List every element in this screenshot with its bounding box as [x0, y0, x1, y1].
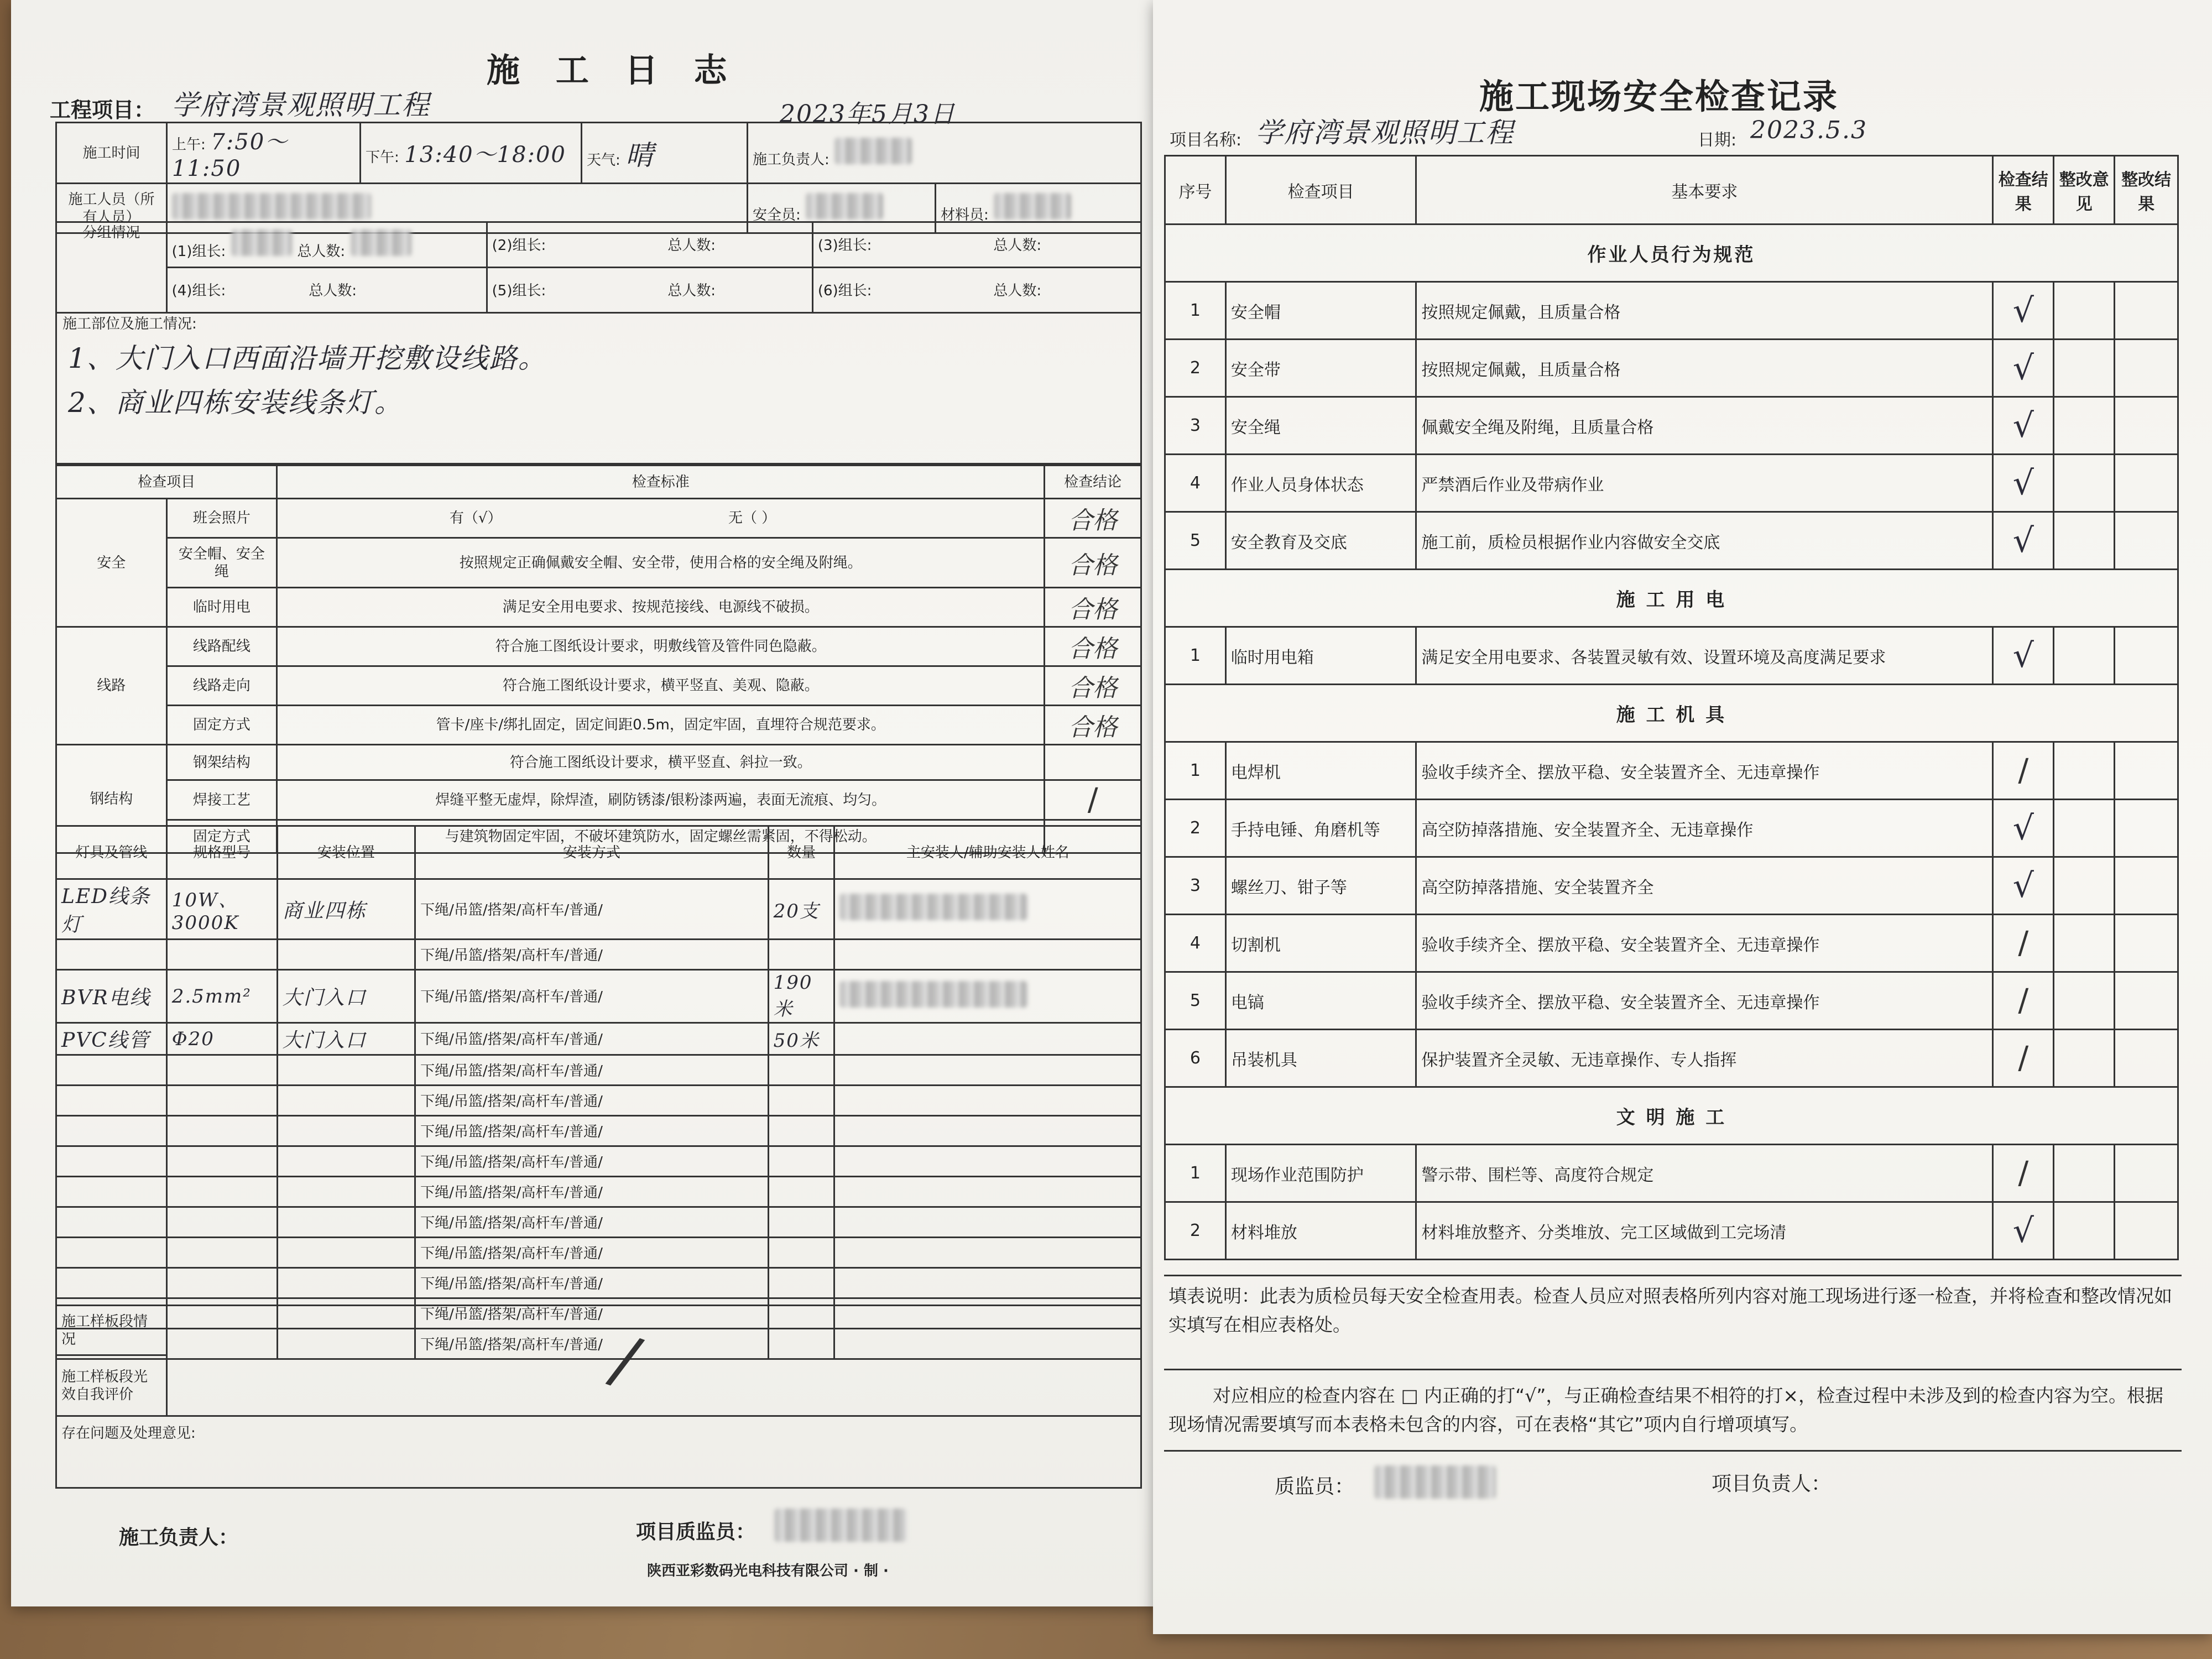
lamp-row: [56, 1268, 1141, 1298]
safety-row-opinion: [2054, 1202, 2115, 1260]
log-date: 2023年5月3日: [780, 100, 956, 128]
note-2: 对应相应的检查内容在 □ 内正确的打“√”，与正确检查结果不相符的打×，检查过程中未涉及到的检查内容为空。根据现场情况需要填写而本表格未包含的内容，可在表格“其它”项内自行增项填写。: [1168, 1385, 2164, 1435]
lamp-method: 下绳/吊篮/搭架/高杆车/普通/: [420, 1275, 603, 1292]
safety-section-title: 文 明 施 工: [1165, 1087, 2178, 1145]
lamp-installer: [834, 1177, 1141, 1207]
safety-row-fix: [2115, 340, 2178, 397]
lamp-installer: [834, 940, 1141, 970]
lamp-row: [56, 1116, 1141, 1146]
lamp-installer: [834, 1086, 1141, 1116]
safety-row-fix: [2115, 1202, 2178, 1260]
safety-date-label: 日期:: [1698, 131, 1737, 150]
group-leader-1: (1)组长:: [171, 243, 226, 260]
work-line-1: 1、大门入口西面沿墙开挖敷设线路。: [68, 342, 547, 374]
lamp-row: [56, 879, 1141, 940]
weather-label: 天气:: [587, 152, 620, 169]
safety-officer-redacted: [806, 193, 883, 220]
safety-row-fix: [2115, 512, 2178, 570]
lamp-qty: 190米: [773, 972, 813, 1020]
group-leader-3: (3)组长:: [817, 237, 872, 254]
sample-table: [55, 1305, 1142, 1489]
fill-instructions: [1164, 1275, 2182, 1345]
safety-row-item: 电镐: [1225, 972, 1416, 1030]
lamp-method: 下绳/吊篮/搭架/高杆车/普通/: [420, 901, 603, 919]
safety-row-no: 3: [1165, 857, 1226, 915]
safety-row-item: 临时用电箱: [1225, 627, 1416, 685]
safety-officer-label: 安全员:: [753, 206, 801, 223]
lamp-head-installer: 主安装人/辅助安装人姓名: [834, 826, 1141, 879]
group-total-4: 总人数:: [309, 283, 357, 299]
installer-redacted: [839, 981, 1027, 1008]
safety-row-mark: /: [1993, 1145, 2054, 1202]
safety-row-fix: [2115, 1030, 2178, 1087]
safety-section-row: [1165, 225, 2178, 282]
safety-row-opinion: [2054, 627, 2115, 685]
safety-row-opinion: [2054, 800, 2115, 857]
group-leader-2: (2)组长:: [492, 237, 546, 254]
material-officer-label: 材料员:: [941, 206, 989, 223]
standard-yes: 有（√）: [449, 510, 502, 526]
inspect-head-result: 检查结论: [1045, 466, 1141, 499]
pm-value: 13:40～18:00: [404, 142, 566, 168]
group-total-5: 总人数:: [667, 283, 716, 299]
leader-label: 施工负责人:: [753, 151, 830, 168]
inspect-standard: 与建筑物固定牢固，不破坏建筑防水，固定螺丝需紧固，不得松动。: [277, 820, 1045, 853]
safety-row-opinion: [2054, 455, 2115, 512]
safety-row-mark: √: [1993, 340, 2054, 397]
safety-project-label: 项目名称:: [1170, 131, 1242, 150]
safety-row: [1165, 742, 2178, 800]
lamp-method: 下绳/吊篮/搭架/高杆车/普通/: [420, 1245, 603, 1262]
lamp-row: [56, 1177, 1141, 1207]
safety-title: 施工现场安全检查记录: [1479, 76, 1839, 117]
issue-label: 存在问题及处理意见:: [56, 1416, 1141, 1488]
inspect-result: 合格: [1045, 588, 1141, 627]
sample-label: 施工样板段情况: [56, 1306, 167, 1355]
safety-row-req: 施工前，质检员根据作业内容做安全交底: [1416, 512, 1993, 570]
inspect-head-item: 检查项目: [56, 466, 277, 499]
safety-row-item: 切割机: [1225, 915, 1416, 972]
safety-row-item: 电焊机: [1225, 742, 1416, 800]
safety-row-fix: [2115, 455, 2178, 512]
safety-row: [1165, 397, 2178, 455]
inspection-table: [55, 465, 1142, 854]
safety-row-opinion: [2054, 397, 2115, 455]
lamp-installer: [834, 1116, 1141, 1146]
safety-row: [1165, 857, 2178, 915]
lamp-type: PVC线管: [61, 1029, 150, 1052]
safety-section-row: [1165, 685, 2178, 742]
safety-row-mark: /: [1993, 915, 2054, 972]
lamp-method: 下绳/吊篮/搭架/高杆车/普通/: [420, 1123, 603, 1140]
inspect-standard: 焊缝平整无虚焊，除焊渣，刷防锈漆/银粉漆两遍，表面无流痕、均匀。: [277, 780, 1045, 820]
inspect-result: [1045, 745, 1141, 780]
safety-row-item: 安全带: [1225, 340, 1416, 397]
safety-row-item: 安全绳: [1225, 397, 1416, 455]
lamp-qty: 50米: [773, 1030, 820, 1052]
group-total-3: 总人数:: [993, 237, 1042, 254]
lamp-spec: 10W、3000K: [171, 889, 239, 934]
safety-row-opinion: [2054, 915, 2115, 972]
note-1: 填表说明：此表为质检员每天安全检查用表。检查人员应对照表格所列内容对施工现场进行逐一检查，并将检查和整改情况如实填写在相应表格处。: [1168, 1285, 2172, 1335]
safety-row-mark: √: [1993, 282, 2054, 340]
inspect-standard: 符合施工图纸设计要求，明敷线管及管件同色隐蔽。: [277, 627, 1045, 666]
log-header-table: [55, 122, 1142, 234]
footer-leader-label: 施工负责人：: [119, 1526, 239, 1549]
safety-row: [1165, 627, 2178, 685]
lamp-row: [56, 1023, 1141, 1055]
lamp-row: [56, 970, 1141, 1023]
safety-check-sheet: [1153, 0, 2212, 1634]
sample-slash-mark: /: [601, 1321, 649, 1401]
safety-row-opinion: [2054, 972, 2115, 1030]
company-name: 陕西亚彩数码光电科技有限公司 · 制 ·: [647, 1563, 889, 1579]
lamp-method: 下绳/吊篮/搭架/高杆车/普通/: [420, 1184, 603, 1201]
safety-row-mark: √: [1993, 397, 2054, 455]
safety-check-table: [1164, 155, 2179, 1260]
safety-row: [1165, 282, 2178, 340]
inspect-result: /: [1045, 780, 1141, 820]
safety-row: [1165, 1202, 2178, 1260]
safety-row-no: 1: [1165, 282, 1226, 340]
safety-row-mark: /: [1993, 1030, 2054, 1087]
safety-head-no: 序号: [1165, 156, 1226, 225]
lamp-qty: 20支: [773, 900, 820, 922]
project-value: 学府湾景观照明工程: [171, 89, 430, 121]
lamp-method: 下绳/吊篮/搭架/高杆车/普通/: [420, 1062, 603, 1079]
safety-row-opinion: [2054, 1030, 2115, 1087]
safety-row-req: 验收手续齐全、摆放平稳、安全装置齐全、无违章操作: [1416, 742, 1993, 800]
safety-row-mark: √: [1993, 800, 2054, 857]
safety-row-item: 现场作业范围防护: [1225, 1145, 1416, 1202]
inspect-item: 固定方式: [166, 820, 277, 853]
lamp-head-method: 安装方式: [415, 826, 768, 879]
safety-row: [1165, 915, 2178, 972]
lamp-installer: [834, 1238, 1141, 1268]
safety-row-req: 严禁酒后作业及带病作业: [1416, 455, 1993, 512]
inspect-group-safety: 安全: [56, 499, 167, 627]
safety-row-no: 2: [1165, 800, 1226, 857]
lamp-method: 下绳/吊篮/搭架/高杆车/普通/: [420, 1214, 603, 1232]
safety-footer-qc-label: 质监员：: [1275, 1475, 1355, 1498]
safety-section-row: [1165, 1087, 2178, 1145]
safety-row-fix: [2115, 972, 2178, 1030]
safety-row: [1165, 972, 2178, 1030]
sample-eval-label: 施工样板段光效自我评价: [56, 1355, 167, 1416]
safety-row-no: 4: [1165, 915, 1226, 972]
inspect-result: 合格: [1045, 538, 1141, 588]
pm-label: 下午:: [366, 149, 399, 166]
safety-row-req: 高空防掉落措施、安全装置齐全: [1416, 857, 1993, 915]
group1-leader-redacted: [231, 229, 292, 256]
inspect-item: 钢架结构: [166, 745, 277, 780]
weather-value: 晴: [625, 139, 655, 171]
safety-row-no: 6: [1165, 1030, 1226, 1087]
time-label: 施工时间: [56, 123, 167, 184]
safety-row-opinion: [2054, 1145, 2115, 1202]
lamp-row: [56, 1055, 1141, 1086]
safety-row: [1165, 1145, 2178, 1202]
group-table: [55, 221, 1142, 314]
safety-row: [1165, 1030, 2178, 1087]
safety-row-req: 验收手续齐全、摆放平稳、安全装置齐全、无违章操作: [1416, 972, 1993, 1030]
safety-qc-signature-redacted: [1374, 1465, 1496, 1501]
log-title: 施 工 日 志: [487, 51, 739, 90]
project-label: 工程项目：: [50, 98, 155, 122]
group1-total-redacted: [351, 229, 411, 256]
inspect-result: 合格: [1045, 706, 1141, 745]
lamp-row: [56, 1207, 1141, 1238]
lamp-installer: [834, 1207, 1141, 1238]
lamp-method: 下绳/吊篮/搭架/高杆车/普通/: [420, 1093, 603, 1110]
safety-row-fix: [2115, 857, 2178, 915]
inspect-group-steel: 钢结构: [56, 745, 167, 853]
safety-row-no: 4: [1165, 455, 1226, 512]
safety-row-fix: [2115, 742, 2178, 800]
work-line-2: 2、商业四栋安装线条灯。: [68, 387, 403, 419]
lamp-method: 下绳/吊篮/搭架/高杆车/普通/: [420, 947, 603, 964]
safety-head-fix: 整改结果: [2115, 156, 2178, 225]
footer-qc-signature-redacted: [774, 1509, 907, 1544]
safety-row-item: 吊装机具: [1225, 1030, 1416, 1087]
safety-head-item: 检查项目: [1225, 156, 1416, 225]
safety-row: [1165, 800, 2178, 857]
inspect-standard: 符合施工图纸设计要求，横平竖直、斜拉一致。: [277, 745, 1045, 780]
construction-log-sheet: [11, 0, 1164, 1606]
safety-row-opinion: [2054, 742, 2115, 800]
safety-row-fix: [2115, 1145, 2178, 1202]
safety-row-opinion: [2054, 340, 2115, 397]
safety-row-req: 警示带、围栏等、高度符合规定: [1416, 1145, 1993, 1202]
safety-row-mark: /: [1993, 742, 2054, 800]
safety-footer-leader-label: 项目负责人：: [1712, 1473, 1832, 1495]
inspect-result: 合格: [1045, 627, 1141, 666]
lamp-installer: [834, 1023, 1141, 1055]
safety-row: [1165, 455, 2178, 512]
inspect-item: 线路走向: [166, 666, 277, 706]
lamp-method: 下绳/吊篮/搭架/高杆车/普通/: [420, 1031, 603, 1048]
safety-row-item: 手持电锤、角磨机等: [1225, 800, 1416, 857]
safety-row-req: 佩戴安全绳及附绳，且质量合格: [1416, 397, 1993, 455]
inspect-standard: 符合施工图纸设计要求，横平竖直、美观、隐蔽。: [277, 666, 1045, 706]
safety-row-mark: √: [1993, 627, 2054, 685]
group-total-2: 总人数:: [667, 237, 716, 254]
safety-row-req: 保护装置齐全灵敏、无违章操作、专人指挥: [1416, 1030, 1993, 1087]
safety-date-value: 2023.5.3: [1750, 116, 1867, 144]
lamp-type: LED线条灯: [61, 885, 151, 936]
inspect-item: 临时用电: [166, 588, 277, 627]
group-leader-6: (6)组长:: [817, 283, 872, 299]
safety-row-mark: √: [1993, 455, 2054, 512]
safety-row-opinion: [2054, 282, 2115, 340]
leader-name-redacted: [834, 138, 912, 164]
safety-row-item: 螺丝刀、钳子等: [1225, 857, 1416, 915]
safety-row-no: 2: [1165, 1202, 1226, 1260]
safety-row-item: 安全帽: [1225, 282, 1416, 340]
safety-row-mark: √: [1993, 512, 2054, 570]
lamp-head-spec: 规格型号: [166, 826, 277, 879]
safety-row-item: 作业人员身体状态: [1225, 455, 1416, 512]
inspect-item: 安全帽、安全绳: [166, 538, 277, 588]
lamp-row: [56, 940, 1141, 970]
staff-label: 施工人员（所有人员）: [56, 184, 167, 233]
safety-row-opinion: [2054, 857, 2115, 915]
lamp-method: 下绳/吊篮/搭架/高杆车/普通/: [420, 1306, 603, 1323]
safety-row-no: 3: [1165, 397, 1226, 455]
lamp-method: 下绳/吊篮/搭架/高杆车/普通/: [420, 1154, 603, 1171]
inspect-item: 班会照片: [166, 499, 277, 538]
lamp-row: [56, 1146, 1141, 1177]
safety-section-title: 施 工 机 具: [1165, 685, 2178, 742]
safety-row-no: 1: [1165, 627, 1226, 685]
group-total-6: 总人数:: [993, 283, 1042, 299]
safety-row-req: 验收手续齐全、摆放平稳、安全装置齐全、无违章操作: [1416, 915, 1993, 972]
lamp-position: 大门入口: [282, 987, 367, 1009]
safety-head-opinion: 整改意见: [2054, 156, 2115, 225]
standard-no: 无（ ）: [728, 510, 776, 526]
safety-row-no: 5: [1165, 512, 1226, 570]
safety-project-value: 学府湾景观照明工程: [1255, 117, 1514, 149]
inspect-standard: 管卡/座卡/绑扎固定，固定间距0.5m，固定牢固，直埋符合规范要求。: [277, 706, 1045, 745]
safety-row-no: 1: [1165, 1145, 1226, 1202]
am-label: 上午:: [172, 137, 206, 153]
safety-section-row: [1165, 570, 2178, 627]
safety-row-req: 材料堆放整齐、分类堆放、完工区域做到工完场清: [1416, 1202, 1993, 1260]
safety-head-result: 检查结果: [1993, 156, 2054, 225]
safety-row-mark: √: [1993, 857, 2054, 915]
safety-section-title: 施 工 用 电: [1165, 570, 2178, 627]
group-total-1: 总人数:: [297, 243, 346, 260]
am-value: 7:50～11:50: [172, 129, 289, 181]
inspect-result: 合格: [1045, 499, 1141, 538]
safety-row-req: 满足安全用电要求、各装置灵敏有效、设置环境及高度满足要求: [1416, 627, 1993, 685]
lamp-head-type: 灯具及管线: [56, 826, 167, 879]
inspect-item: 焊接工艺: [166, 780, 277, 820]
lamp-position: 商业四栋: [282, 899, 367, 922]
safety-row-req: 按照规定佩戴，且质量合格: [1416, 340, 1993, 397]
inspect-head-standard: 检查标准: [277, 466, 1045, 499]
group-label: 分组情况: [56, 222, 167, 313]
safety-row-fix: [2115, 800, 2178, 857]
inspect-item: 线路配线: [166, 627, 277, 666]
inspect-item: 固定方式: [166, 706, 277, 745]
lamp-installer: [834, 1146, 1141, 1177]
work-description-box: [55, 312, 1142, 465]
safety-row: [1165, 340, 2178, 397]
inspect-result: 合格: [1045, 666, 1141, 706]
safety-section-title: 作业人员行为规范: [1165, 225, 2178, 282]
safety-row-no: 2: [1165, 340, 1226, 397]
lamp-type: BVR电线: [61, 987, 151, 1009]
safety-row-fix: [2115, 397, 2178, 455]
work-label: 施工部位及施工情况:: [62, 316, 197, 332]
group-leader-5: (5)组长:: [492, 283, 546, 299]
lamp-position: 大门入口: [282, 1029, 367, 1052]
staff-names-redacted: [172, 193, 371, 220]
installer-redacted: [839, 894, 1027, 920]
lamp-head-position: 安装位置: [277, 826, 415, 879]
lamp-install-table: [55, 825, 1142, 1360]
safety-row-fix: [2115, 915, 2178, 972]
lamp-row: [56, 1086, 1141, 1116]
lamp-method: 下绳/吊篮/搭架/高杆车/普通/: [420, 1336, 603, 1353]
safety-row-mark: √: [1993, 1202, 2054, 1260]
group-leader-4: (4)组长:: [171, 283, 226, 299]
safety-row-fix: [2115, 282, 2178, 340]
lamp-row: [56, 1238, 1141, 1268]
lamp-spec: 2.5mm²: [171, 985, 252, 1008]
safety-row-req: 高空防掉落措施、安全装置齐全、无违章操作: [1416, 800, 1993, 857]
safety-row-opinion: [2054, 512, 2115, 570]
lamp-installer: [834, 1268, 1141, 1298]
inspect-group-wiring: 线路: [56, 627, 167, 745]
safety-row-req: 按照规定佩戴，且质量合格: [1416, 282, 1993, 340]
lamp-spec: Φ20: [171, 1027, 215, 1050]
safety-row-item: 材料堆放: [1225, 1202, 1416, 1260]
lamp-installer: [834, 970, 1141, 1023]
inspect-standard: 满足安全用电要求、按规范接线、电源线不破损。: [277, 588, 1045, 627]
safety-row-no: 5: [1165, 972, 1226, 1030]
inspect-standard: 按照规定正确佩戴安全帽、安全带，使用合格的安全绳及附绳。: [277, 538, 1045, 588]
safety-row-fix: [2115, 627, 2178, 685]
lamp-installer: [834, 879, 1141, 940]
safety-row-mark: /: [1993, 972, 2054, 1030]
safety-row-no: 1: [1165, 742, 1226, 800]
safety-row: [1165, 512, 2178, 570]
lamp-installer: [834, 1055, 1141, 1086]
material-officer-redacted: [994, 193, 1071, 220]
safety-head-req: 基本要求: [1416, 156, 1993, 225]
safety-row-item: 安全教育及交底: [1225, 512, 1416, 570]
lamp-head-qty: 数量: [768, 826, 834, 879]
footer-qc-label: 项目质监员：: [636, 1521, 756, 1543]
lamp-method: 下绳/吊篮/搭架/高杆车/普通/: [420, 989, 603, 1005]
check-instructions: [1164, 1369, 2182, 1452]
